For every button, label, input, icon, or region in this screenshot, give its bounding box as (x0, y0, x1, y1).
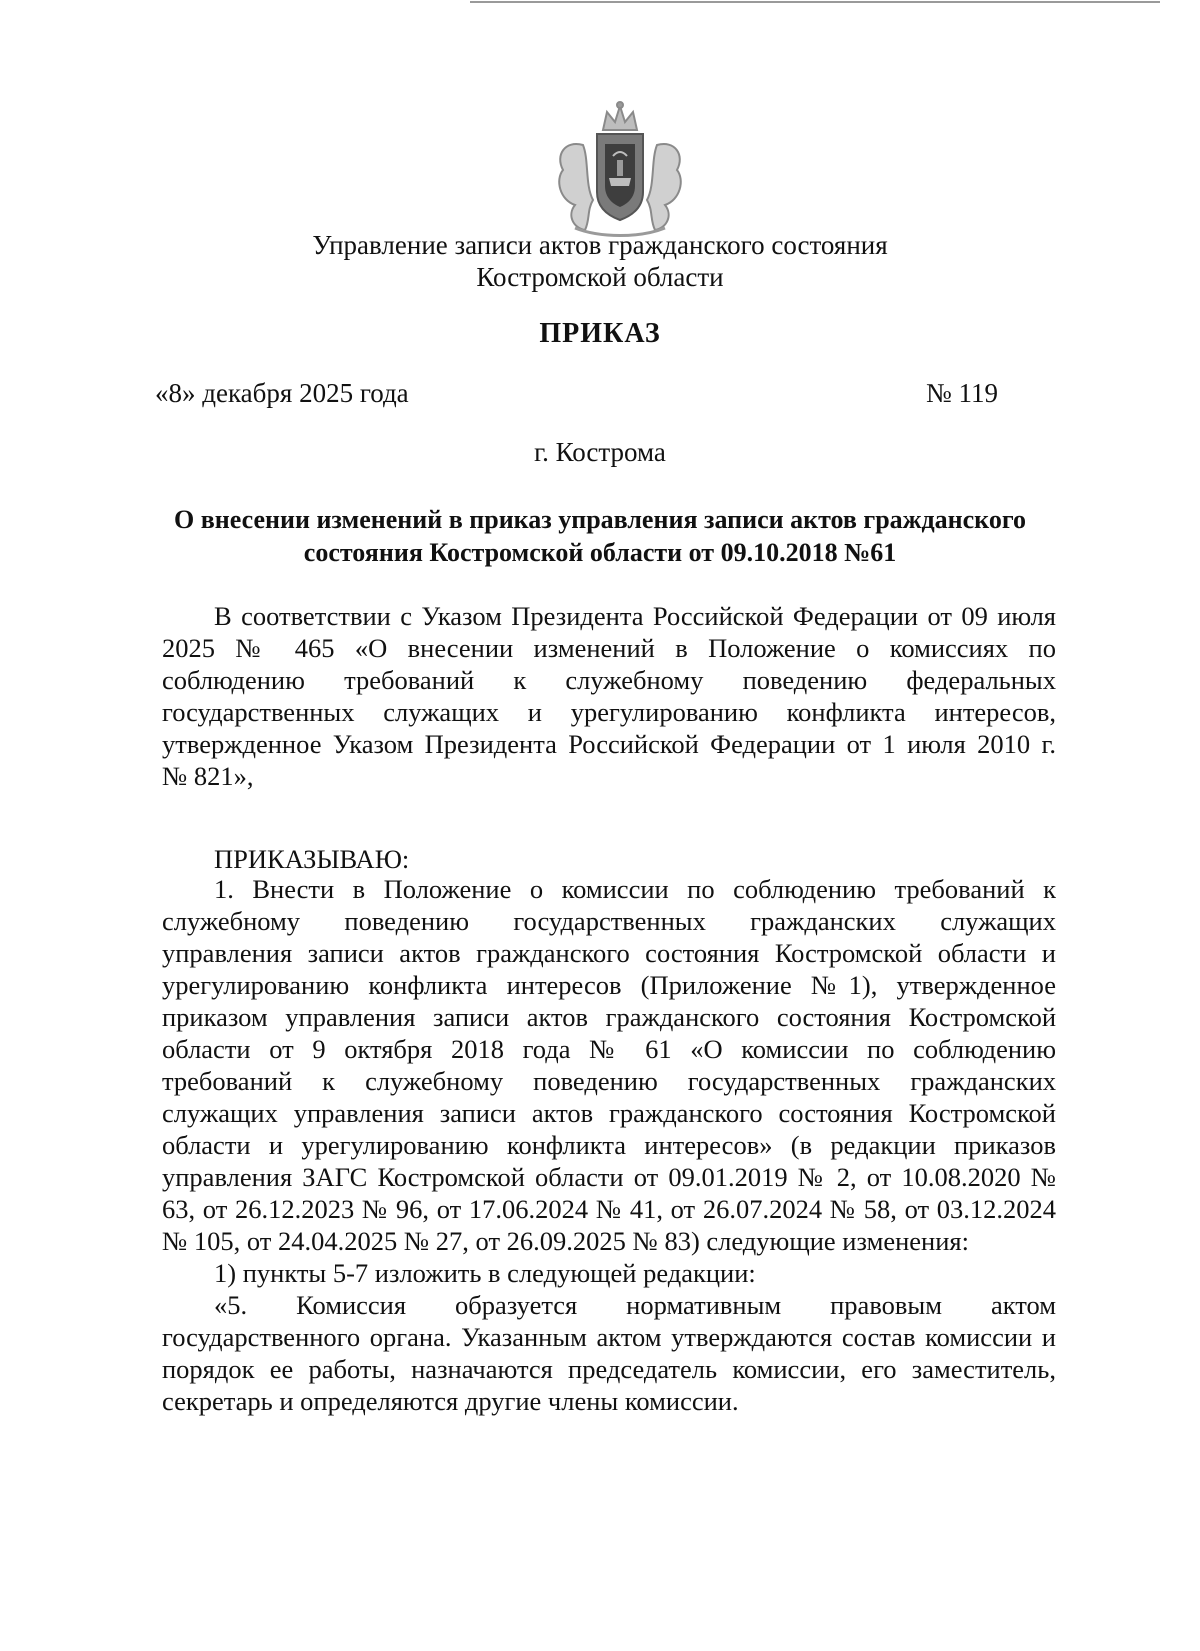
item1-line: требований к служебному поведению государственных гражданских (162, 1066, 1056, 1096)
organization-name-line1: Управление записи актов гражданского состояния (312, 230, 888, 260)
quote5-line: порядок ее работы, назначаются председатель комиссии, его заместитель, (162, 1354, 1056, 1384)
item1-line: управления записи актов гражданского состояния Костромской области и (162, 938, 1056, 968)
preamble-line: В соответствии с Указом Президента Российской Федерации от 09 июля (214, 601, 1056, 631)
item1-line: 1. Внести в Положение о комиссии по соблюдению требований к (214, 874, 1056, 904)
document-city: г. Кострома (534, 437, 666, 467)
item1-line: № 105, от 24.04.2025 № 27, от 26.09.2025 № 83) следующие изменения: (162, 1226, 969, 1256)
scan-edge-line (470, 1, 1160, 3)
quote5-line: секретарь и определяются другие члены комиссии. (162, 1386, 739, 1416)
preamble-line: 2025 № 465 «О внесении изменений в Положение о комиссиях по (162, 633, 1056, 663)
item1-line: приказом управления записи актов гражданского состояния Костромской (162, 1002, 1056, 1032)
subitem1: 1) пункты 5-7 изложить в следующей редакции: (214, 1258, 756, 1288)
organization-name-line2: Костромской области (476, 262, 724, 292)
item1-line: 63, от 26.12.2023 № 96, от 17.06.2024 № 41, от 26.07.2024 № 58, от 03.12.2024 (162, 1194, 1056, 1224)
document-number: № 119 (926, 378, 999, 408)
item1-line: урегулированию конфликта интересов (Приложение №1), утвержденное (162, 970, 1056, 1000)
item1-line: служащих управления записи актов гражданского состояния Костромской (162, 1098, 1056, 1128)
preamble-line: утвержденное Указом Президента Российской Федерации от 1 июля 2010 г. (162, 729, 1056, 759)
quote5-line: «5. Комиссия образуется нормативным правовым актом (214, 1290, 1056, 1320)
document-type-title: ПРИКАЗ (539, 318, 661, 349)
item1-line: управления ЗАГС Костромской области от 09.01.2019 № 2, от 10.08.2020 № (162, 1162, 1056, 1192)
preamble-line: государственных служащих и урегулированию конфликта интересов, (162, 697, 1056, 727)
subject-line1: О внесении изменений в приказ управления записи актов гражданского (174, 505, 1026, 534)
preamble-line: соблюдению требований к служебному поведению федеральных (162, 665, 1056, 695)
coat-of-arms-emblem (545, 100, 695, 240)
item1-line: служебному поведению государственных гражданских служащих (162, 906, 1056, 936)
preamble-line: № 821», (162, 761, 254, 791)
document-date: «8» декабря 2025 года (155, 378, 409, 408)
subject-line2: состояния Костромской области от 09.10.2018 №61 (303, 538, 897, 567)
order-word: ПРИКАЗЫВАЮ: (214, 844, 410, 874)
item1-line: области от 9 октября 2018 года № 61 «О комиссии по соблюдению (162, 1034, 1056, 1064)
quote5-line: государственного органа. Указанным актом утверждаются состав комиссии и (162, 1322, 1056, 1352)
item1-line: области и урегулированию конфликта интересов» (в редакции приказов (162, 1130, 1056, 1160)
